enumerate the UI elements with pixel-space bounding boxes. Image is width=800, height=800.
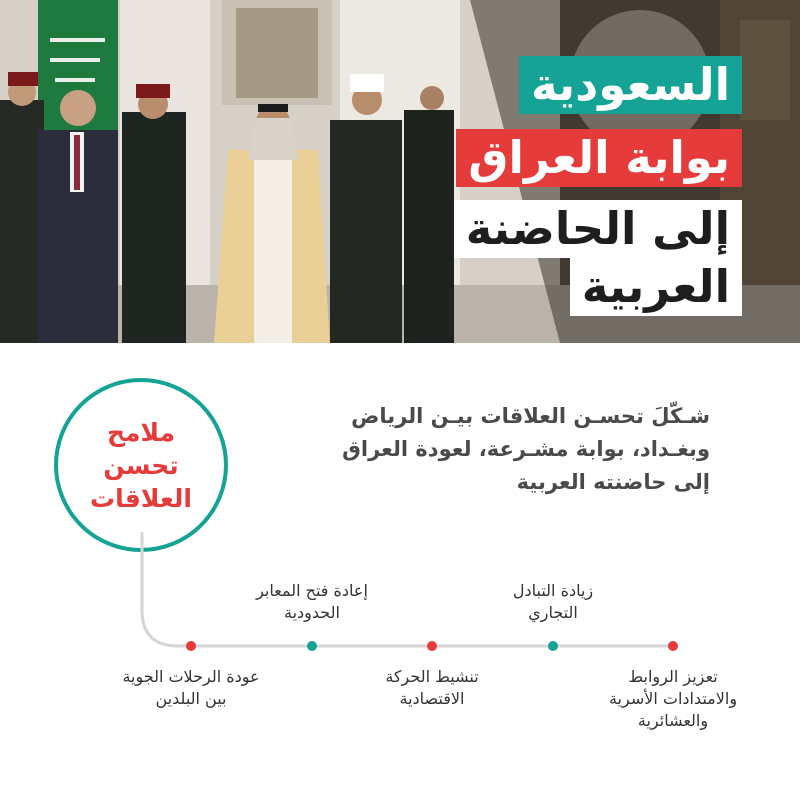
timeline-label-3 [385, 666, 478, 710]
timeline-label-2-line-2: التجاري [528, 603, 578, 622]
timeline-label-1-line-1: تعزيز الروابط [628, 667, 718, 686]
timeline-label-1-line-3: والعشائرية [637, 711, 709, 730]
headline [42, 0, 742, 343]
timeline-label-1 [609, 666, 737, 732]
relations-features-circle [54, 378, 228, 552]
timeline-label-4-line-2: الحدودية [284, 603, 340, 622]
timeline-label-5-line-1: عودة الرحلات الجوية [122, 667, 260, 686]
circle-line-3: العلاقات [90, 483, 192, 513]
timeline-label-5 [122, 666, 259, 710]
timeline-dot-5 [186, 641, 196, 651]
timeline-label-4 [256, 580, 368, 624]
headline-line-1: السعودية [519, 56, 742, 114]
intro-line-1: شـكّلَ تحسـن العلاقات بيـن الرياض [351, 404, 710, 428]
intro-line-2: وبغـداد، بوابة مشـرعة، لعودة العراق [342, 437, 710, 461]
timeline-dot-4 [307, 641, 317, 651]
timeline-dot-1 [668, 641, 678, 651]
timeline-label-5-line-2: بين البلدين [155, 689, 227, 708]
timeline-dot-3 [427, 641, 437, 651]
circle-line-2: تحسن [103, 450, 179, 480]
intro-paragraph [320, 400, 710, 499]
timeline-label-3-line-2: الاقتصادية [399, 689, 465, 708]
timeline-label-3-line-1: تنشيط الحركة [385, 667, 479, 686]
timeline-label-1-line-2: والامتدادات الأسرية [608, 689, 738, 708]
timeline-label-2-line-1: زيادة التبادل [512, 581, 594, 600]
headline-line-3: إلى الحاضنة [454, 200, 742, 258]
headline-line-4: العربية [570, 258, 742, 316]
circle-line-1: ملامح [107, 417, 175, 447]
header-photo [0, 0, 800, 343]
intro-line-3: إلى حاضنته العربية [516, 470, 710, 494]
timeline-label-2 [513, 580, 593, 624]
headline-line-2: بوابة العراق [456, 129, 742, 187]
timeline-dot-2 [548, 641, 558, 651]
timeline-label-4-line-1: إعادة فتح المعابر [256, 581, 368, 600]
